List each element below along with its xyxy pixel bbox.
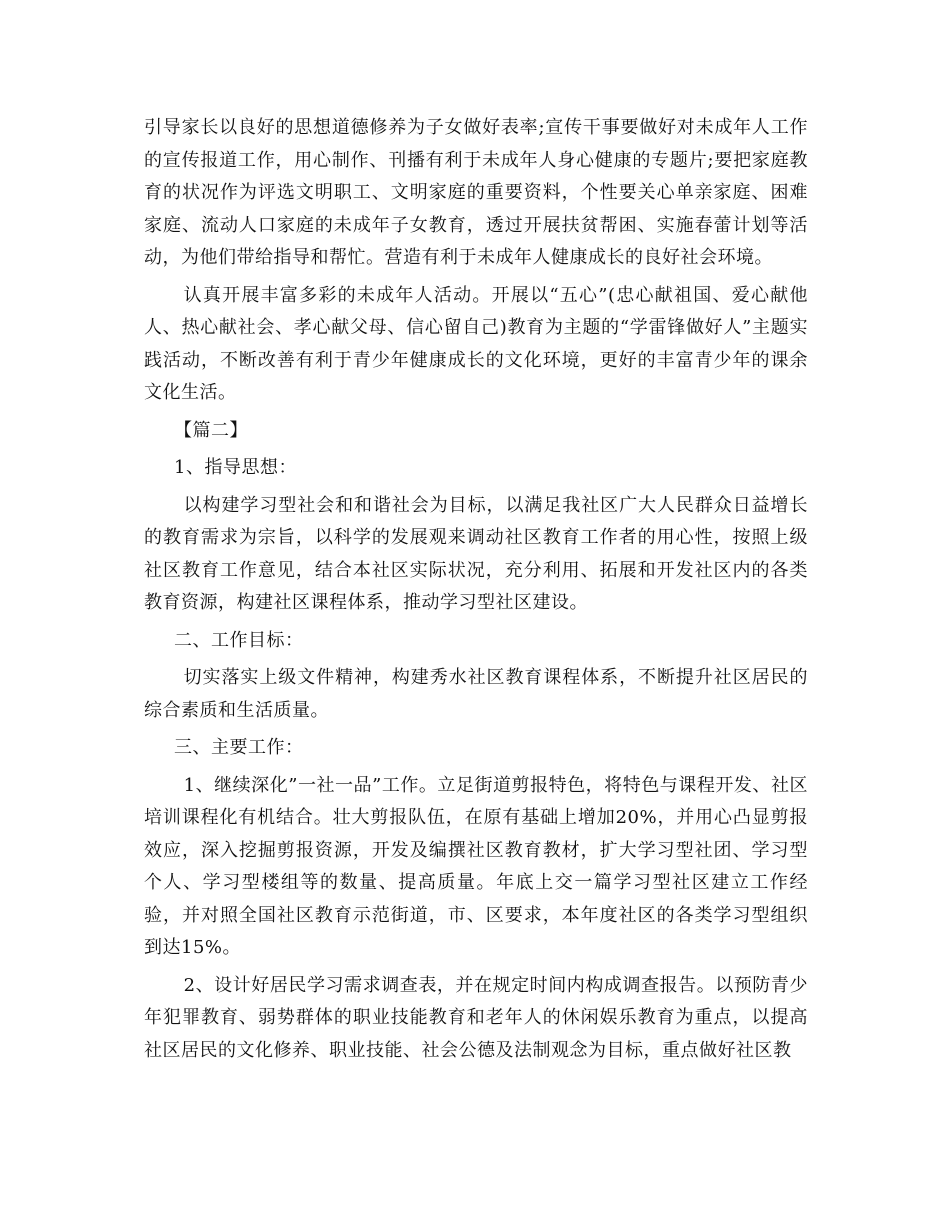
section-heading-main-work: 三、主要工作： [174, 737, 304, 758]
section-heading-work-goals: 二、工作目标： [174, 629, 304, 651]
section-heading-part-two: 【篇二】 [174, 419, 248, 441]
paragraph-family-education: 引导家长以良好的思想道德修养为子女做好表率;宣传干事要做好对未成年人工作的宣传报道工作，用心制作、刊播有利于未成年人身心健康的专题片;要把家庭教育的状况作为评选文明职工、文明家庭的重要资料，个性要关心单亲家庭、困难家庭、流动人口家庭的未成年子女教育，透过开展扶贫帮困、实施春蕾计划等活动，为他们带给指导和帮忙。营造有利于未成年人健康成长的良好社会环境。 [144, 117, 808, 268]
paragraph-guiding-thought: 以构建学习型社会和和谐社会为目标，以满足我社区广大人民群众日益增长的教育需求为宗旨，以科学的发展观来调动社区教育工作者的用心性，按照上级社区教育工作意见，结合本社区实际状况，充分利用、拓展和开发社区内的各类教育资源，构建社区课程体系，推动学习型社区建设。 [144, 494, 808, 613]
section-heading-guiding-thought: 1、指导思想： [174, 457, 297, 478]
paragraph-youth-activities: 认真开展丰富多彩的未成年人活动。开展以“五心”(忠心献祖国、爱心献他人、热心献社会、孝心献父母、信心留自己)教育为主题的“学雷锋做好人”主题实践活动，不断改善有利于青少年健康成长的文化环境，更好的丰富青少年的课余文化生活。 [144, 284, 808, 403]
document-page [144, 112, 808, 1072]
paragraph-main-work-2: 2、设计好居民学习需求调查表，并在规定时间内构成调查报告。以预防青少年犯罪教育、弱势群体的职业技能教育和老年人的休闲娱乐教育为重点，以提高社区居民的文化修养、职业技能、社会公德及法制观念为目标，重点做好社区教 [144, 974, 808, 1061]
paragraph-main-work-1: 1、继续深化”一社一品”工作。立足街道剪报特色，将特色与课程开发、社区培训课程化有机结合。壮大剪报队伍，在原有基础上增加20%，并用心凸显剪报效应，深入挖掘剪报资源，开发及编撰社区教育教材，扩大学习型社团、学习型个人、学习型楼组等的数量、提高质量。年底上交一篇学习型社区建立工作经验，并对照全国社区教育示范街道，市、区要求，本年度社区的各类学习型组织到达15%。 [144, 774, 808, 958]
paragraph-work-goals: 切实落实上级文件精神，构建秀水社区教育课程体系，不断提升社区居民的综合素质和生活质量。 [144, 667, 808, 721]
